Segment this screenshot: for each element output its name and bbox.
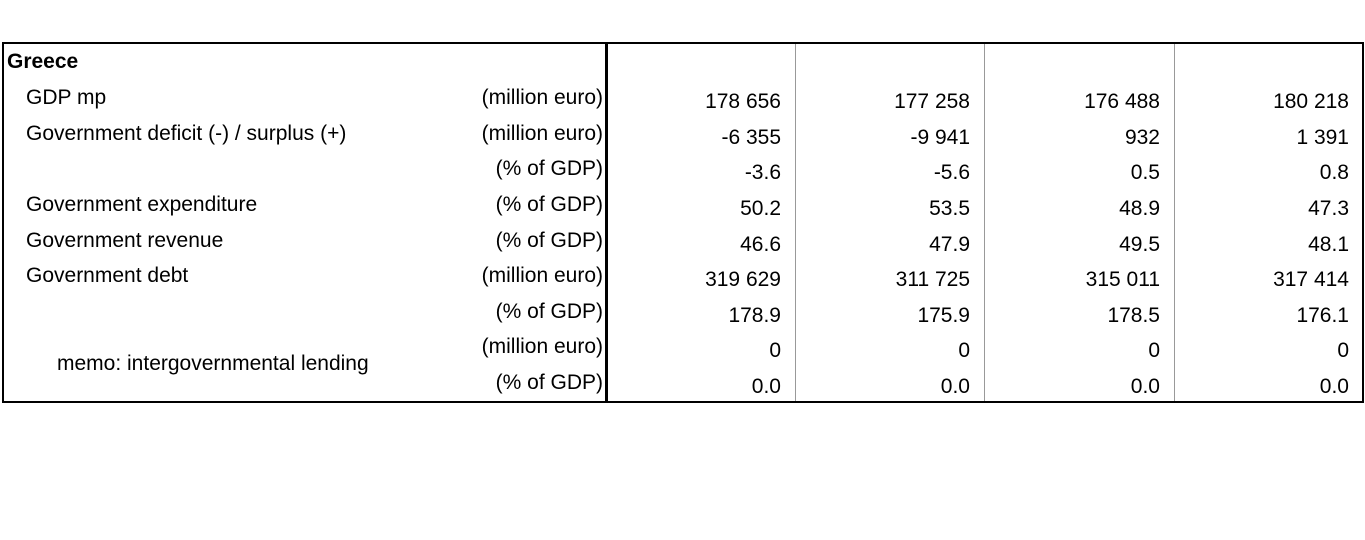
value-cell: 317 414 <box>1273 268 1349 291</box>
value-cell: 319 629 <box>705 268 781 291</box>
value-cell: 175.9 <box>917 304 970 327</box>
row-label: GDP mp <box>26 86 107 109</box>
value-cell: 177 258 <box>894 90 970 113</box>
value-cell: 0.0 <box>1130 375 1160 398</box>
value-cell: 0.0 <box>1319 375 1349 398</box>
value-cell: -3.6 <box>744 161 781 184</box>
row-label: Government expenditure <box>26 193 258 216</box>
value-cell: 178 656 <box>705 90 781 113</box>
value-cell: 176 488 <box>1084 90 1160 113</box>
value-cell: 176.1 <box>1296 304 1349 327</box>
value-cell: 0 <box>1148 339 1160 362</box>
row-unit: (million euro) <box>481 122 603 145</box>
column-divider <box>984 44 985 401</box>
row-unit: (% of GDP) <box>495 157 603 180</box>
row-unit: (% of GDP) <box>495 371 603 394</box>
column-divider <box>795 44 796 401</box>
value-cell: 50.2 <box>740 197 781 220</box>
value-cell: 0 <box>1337 339 1349 362</box>
memo-label: memo: intergovernmental lending <box>57 352 369 375</box>
value-cell: 178.5 <box>1107 304 1160 327</box>
country-heading: Greece <box>7 50 79 73</box>
row-unit: (% of GDP) <box>495 300 603 323</box>
row-unit: (million euro) <box>481 264 603 287</box>
value-cell: 0.0 <box>751 375 781 398</box>
value-cell: 932 <box>1124 126 1160 149</box>
label-values-divider <box>605 44 608 401</box>
value-cell: 0.5 <box>1130 161 1160 184</box>
value-cell: 0 <box>958 339 970 362</box>
value-cell: 47.3 <box>1308 197 1349 220</box>
value-cell: 47.9 <box>929 233 970 256</box>
value-cell: 48.1 <box>1308 233 1349 256</box>
value-cell: 46.6 <box>740 233 781 256</box>
value-cell: -9 941 <box>910 126 970 149</box>
row-unit: (% of GDP) <box>495 229 603 252</box>
row-label: Government deficit (-) / surplus (+) <box>26 122 347 145</box>
value-cell: 1 391 <box>1296 126 1349 149</box>
value-cell: 0 <box>769 339 781 362</box>
value-cell: -6 355 <box>721 126 781 149</box>
value-cell: 315 011 <box>1085 268 1160 291</box>
value-cell: 53.5 <box>929 197 970 220</box>
value-cell: 311 725 <box>895 268 970 291</box>
value-cell: 180 218 <box>1273 90 1349 113</box>
value-cell: 48.9 <box>1119 197 1160 220</box>
row-unit: (million euro) <box>481 86 603 109</box>
row-unit: (% of GDP) <box>495 193 603 216</box>
fiscal-data-table <box>2 42 1363 403</box>
value-cell: -5.6 <box>933 161 970 184</box>
row-label: Government revenue <box>26 229 224 252</box>
value-cell: 49.5 <box>1119 233 1160 256</box>
value-cell: 178.9 <box>728 304 781 327</box>
column-divider <box>1174 44 1175 401</box>
value-cell: 0.0 <box>940 375 970 398</box>
row-label: Government debt <box>26 264 189 287</box>
value-cell: 0.8 <box>1319 161 1349 184</box>
row-unit: (million euro) <box>481 335 603 358</box>
